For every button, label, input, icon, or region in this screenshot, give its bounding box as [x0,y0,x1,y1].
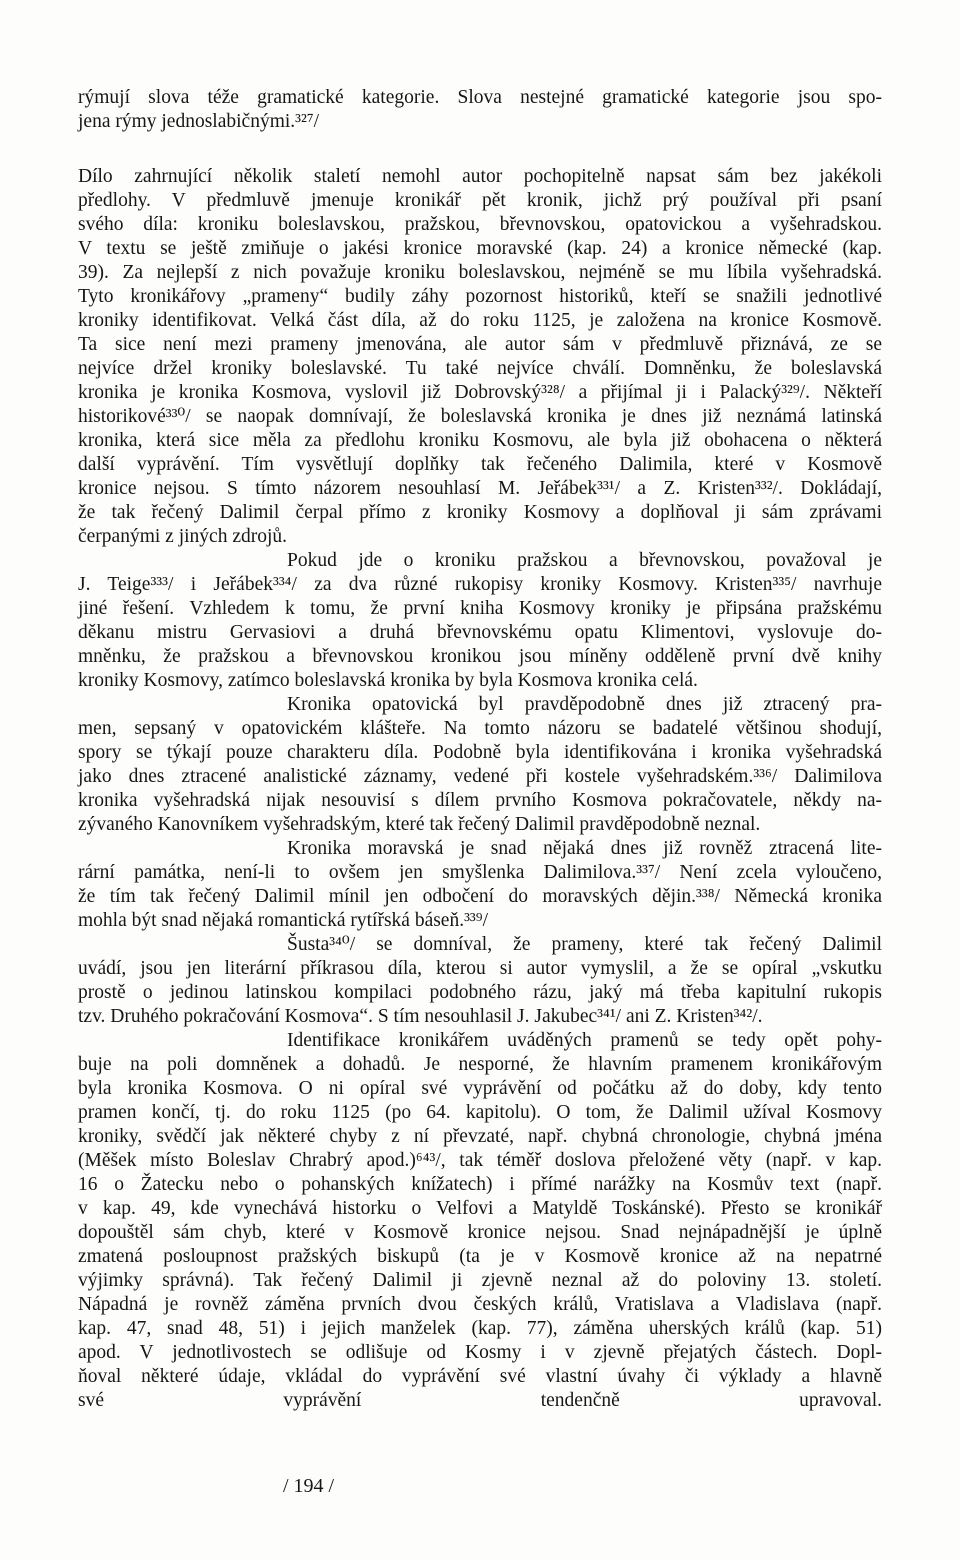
text-line: v kap. 49, kde vynechává historku o Velfovi a Matyldě Toskánské). Přesto se kronikář [78,1198,882,1219]
text-line: pramen končí, tj. do roku 1125 (po 64. kapitolu). O tom, že Dalimil užíval Kosmovy [78,1102,882,1123]
text-line: dopouštěl sám chyb, které v Kosmově kronice nejsou. Snad nejnápadnější je úplně [78,1222,882,1243]
text-line: své vyprávění tendenčně upravoval. [78,1390,882,1411]
text-line: jiné řešení. Vzhledem k tomu, že první kniha Kosmovy kroniky je připsána pražskému [78,598,882,619]
text-line: další vyprávění. Tím vysvětlují doplňky tak řečeného Dalimila, které v Kosmově [78,454,882,475]
text-line: Nápadná je rovněž záměna prvních dvou českých králů, Vratislava a Vladislava (např. [78,1294,882,1315]
text-line: kronika, která sice měla za předlohu kroniku Kosmovu, ale byla již obohacena o některá [78,430,882,451]
text-line: zývaného Kanovníkem vyšehradským, které tak řečený Dalimil pravděpodobně neznal. [78,814,761,835]
text-line: že tím tak řečený Dalimil mínil jen odbočení do moravských dějin.³³⁸/ Německá kronika [78,886,882,907]
text-line: men, sepsaný v opatovickém klášteře. Na tomto názoru se badatelé většinou shodují, [78,718,882,739]
text-line: J. Teige³³³/ i Jeřábek³³⁴/ za dva různé rukopisy kroniky Kosmovy. Kristen³³⁵/ navrhuje [78,574,882,595]
text-line: 39). Za nejlepší z nich považuje kroniku boleslavskou, nejméně se mu líbila vyšehradská. [78,262,882,283]
text-line: kroniky, svědčí jak některé chyby z ní převzaté, např. chybná chronologie, chybná jména [78,1126,882,1147]
text-line: Dílo zahrnující několik staletí nemohl autor pochopitelně napsat sám bez jakékoli [78,166,882,187]
text-line: byla kronika Kosmova. O ni opíral své vyprávění od počátku až do doby, kdy tento [78,1078,882,1099]
text-line: tzv. Druhého pokračování Kosmova“. S tím nesouhlasil J. Jakubec³⁴¹/ ani Z. Kristen³⁴²/. [78,1006,763,1027]
text-line: kroniky Kosmovy, zatímco boleslavská kronika by byla Kosmova kronika celá. [78,670,698,691]
text-line: že tak řečený Dalimil čerpal přímo z kroniky Kosmovy a doplňoval ji sám zprávami [78,502,882,523]
text-line: rární památka, není-li to ovšem jen smyšlenka Dalimilova.³³⁷/ Není zcela vyloučeno, [78,862,882,883]
text-line: ňoval některé údaje, vkládal do vyprávění své vlastní úvahy či výklady a hlavně [78,1366,882,1387]
text-line: kronika vyšehradská nijak nesouvisí s dílem prvního Kosmova pokračovatele, někdy na- [78,790,882,811]
text-line: buje na poli domněnek a dohadů. Je nesporné, že hlavním pramenem kronikářovým [78,1054,882,1075]
text-line: Identifikace kronikářem uváděných pramenů se tedy opět pohy- [287,1030,882,1051]
text-line: Kronika moravská je snad nějaká dnes již rovněž ztracená lite- [287,838,882,859]
text-line: Pokud jde o kroniku pražskou a břevnovskou, považoval je [287,550,882,571]
text-line: uvádí, jsou jen literární příkrasou díla, kterou si autor vymyslil, a že se opíral „vskutku [78,958,882,979]
text-line: čerpanými z jiných zdrojů. [78,526,288,547]
text-line: (Měšek místo Boleslav Chrabrý apod.)⁶⁴³/, tak téměř doslova přeložené věty (např. v kap. [78,1150,882,1171]
page-number: / 194 / [283,1475,335,1497]
text-line: jako dnes ztracené analistické záznamy, vedené při kostele vyšehradském.³³⁶/ Dalimilova [78,766,882,787]
text-line: kronice nejsou. S tímto názorem nesouhlasí M. Jeřábek³³¹/ a Z. Kristen³³²/. Dokládají, [78,478,882,499]
text-line: spory se týkají pouze charakteru díla. Podobně byla identifikována i kronika vyšehradská [78,742,882,763]
text-line: rýmují slova téže gramatické kategorie. Slova nestejné gramatické kategorie jsou spo- [78,87,882,108]
text-line: prostě o jedinou latinskou kompilaci podobného rázu, jaký má třeba kapitulní rukopis [78,982,882,1003]
text-line: Šusta³⁴⁰/ se domníval, že prameny, které tak řečený Dalimil [287,934,882,955]
text-line: svého díla: kroniku boleslavskou, pražskou, břevnovskou, opatovickou a vyšehradskou. [78,214,882,235]
text-line: mohla být snad nějaká romantická rytířská báseň.³³⁹/ [78,910,488,931]
text-line: kronika je kronika Kosmova, vyslovil již Dobrovský³²⁸/ a přijímal ji i Palacký³²⁹/. Někteří [78,382,882,403]
text-line: předlohy. V předmluvě jmenuje kronikář pět kronik, jichž prý používal při psaní [78,190,882,211]
text-line: mněnku, že pražskou a břevnovskou kronikou jsou míněny odděleně první dvě knihy [78,646,882,667]
text-line: V textu se ještě zmiňuje o jakési kronice moravské (kap. 24) a kronice německé (kap. [78,238,882,259]
text-line: 16 o Žatecku nebo o pohanských knížatech) i přímé narážky na Kosmův text (např. [78,1174,882,1195]
text-line: Tyto kronikářovy „prameny“ budily záhy pozornost historiků, kteří se snažili jednotlivé [78,286,882,307]
text-line: kap. 47, snad 48, 51) i jejich manželek (kap. 77), záměna uherských králů (kap. 51) [78,1318,882,1339]
text-line: zmatená posloupnost pražských biskupů (ta je v Kosmově kronice až na nepatrné [78,1246,882,1267]
text-line: kroniky identifikovat. Velká část díla, až do roku 1125, je založena na kronice Kosmově. [78,310,882,331]
text-line: jena rýmy jednoslabičnými.³²⁷/ [78,111,320,132]
text-line: Ta sice není mezi prameny jmenována, ale autor sám v předmluvě přiznává, ze se [78,334,882,355]
text-line: historikové³³⁰/ se naopak domnívají, že boleslavská kronika je dnes již neznámá latinská [78,406,882,427]
text-line: Kronika opatovická byl pravděpodobně dnes již ztracený pra- [287,694,882,715]
text-line: výjimky správná). Tak řečený Dalimil ji zjevně neznal až do poloviny 13. století. [78,1270,882,1291]
text-line: apod. V jednotlivostech se odlišuje od Kosmy i v zjevně přejatých částech. Dopl- [78,1342,882,1363]
text-line: nejvíce držel kroniky boleslavské. Tu také nejvíce chválí. Domněnku, že boleslavská [78,358,882,379]
text-line: děkanu mistru Gervasiovi a druhá břevnovskému opatu Klimentovi, vyslovuje do- [78,622,882,643]
